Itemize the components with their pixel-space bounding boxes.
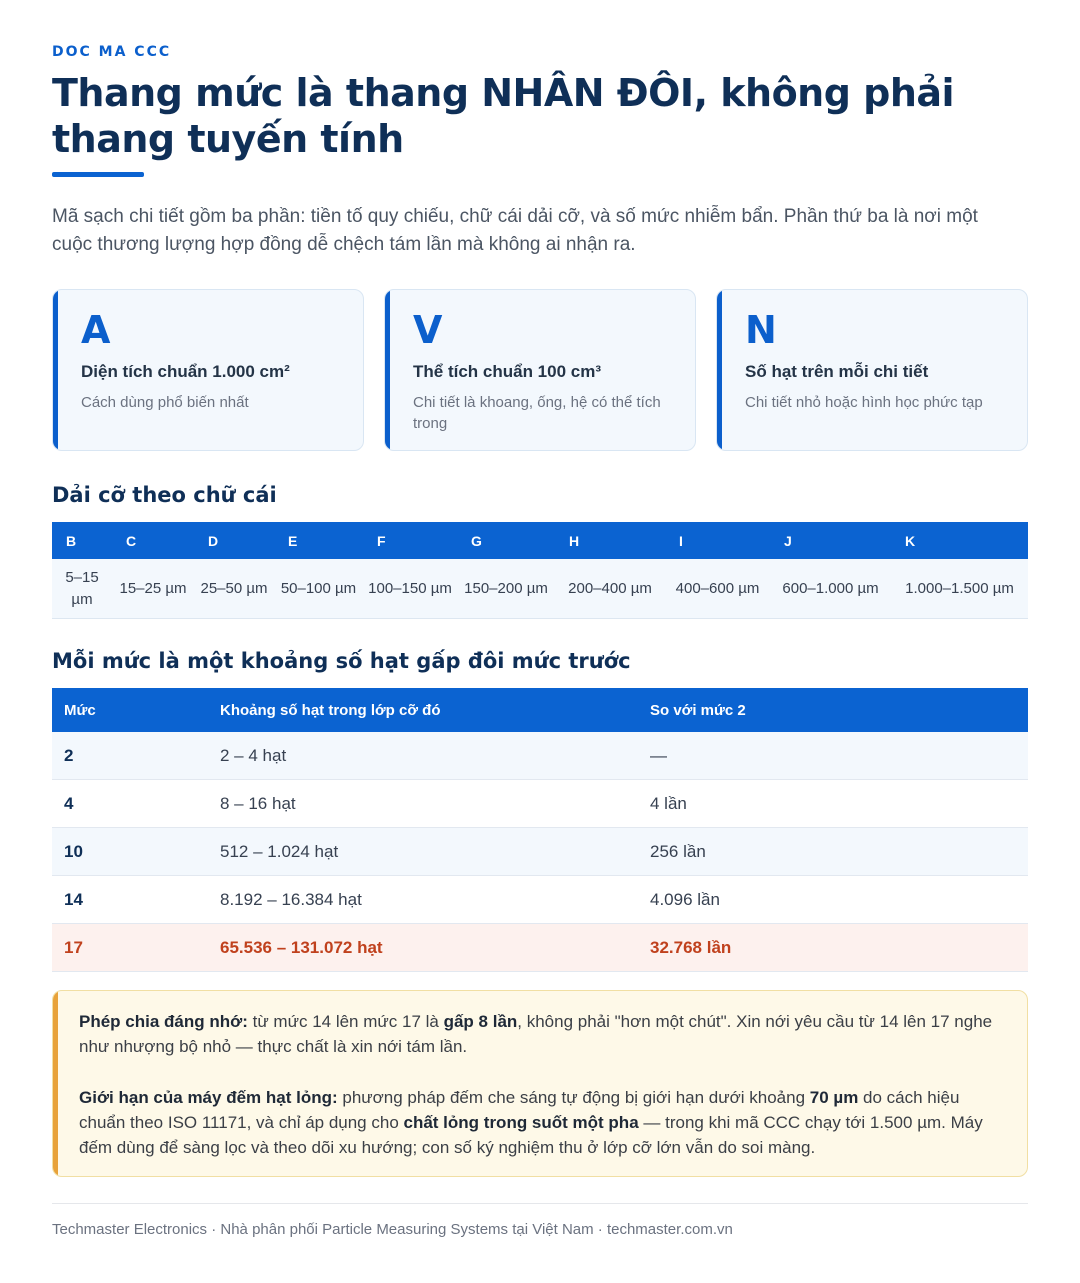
ratio-cell: 32.768 lần [638, 924, 1028, 972]
size-range-g: 150–200 µm [457, 559, 555, 619]
size-header-row [52, 522, 1028, 559]
size-letter-j: J [770, 522, 891, 559]
card-description: Chi tiết nhỏ hoặc hình học phức tạp [745, 394, 983, 411]
footer: Techmaster Electronics · Nhà phân phối Particle Measuring Systems tại Việt Nam · techmaster.com.vn [52, 1203, 1028, 1238]
level-header-row [52, 688, 1028, 732]
note-text: — trong khi mã CCC chạy tới 1.500 µm. Máy đếm dùng để sàng lọc và theo dõi xu hướng; con số ký nghiệm thu ở lớp cỡ lớn vẫn do soi màng. [79, 1113, 983, 1157]
size-range-j: 600–1.000 µm [770, 559, 891, 619]
note-text: , không phải "hơn một chút". Xin nới yêu cầu từ 14 lên 17 nghe như nhượng bộ nhỏ — thực chất là xin nới tám lần. [79, 1012, 993, 1056]
note-emphasis: chất lỏng trong suốt một pha [403, 1113, 639, 1132]
note-paragraph-division [79, 1009, 1003, 1059]
card-description: Chi tiết là khoang, ống, hệ có thể tích trong [413, 394, 661, 432]
note-paragraph-counter-limit [79, 1085, 1003, 1160]
level-cell: 2 [52, 732, 208, 780]
level-cell: 14 [52, 876, 208, 924]
size-range-b: 5–15 µm [52, 559, 112, 619]
size-range-k: 1.000–1.500 µm [891, 559, 1028, 619]
table-row [52, 780, 1028, 828]
range-cell: 2 – 4 hạt [208, 732, 638, 780]
level-cell: 10 [52, 828, 208, 876]
card-letter: V [413, 308, 443, 352]
ratio-cell: 4 lần [638, 780, 1028, 828]
header-ratio: So với mức 2 [638, 688, 1028, 732]
page-title: Thang mức là thang NHÂN ĐÔI, không phải thang tuyến tính [52, 71, 955, 161]
size-letter-d: D [194, 522, 274, 559]
size-letter-c: C [112, 522, 194, 559]
card-area [52, 289, 364, 451]
header-range: Khoảng số hạt trong lớp cỡ đó [208, 688, 638, 732]
card-description: Cách dùng phổ biến nhất [81, 394, 249, 411]
intro-paragraph: Mã sạch chi tiết gồm ba phần: tiền tố quy chiếu, chữ cái dải cỡ, và số mức nhiễm bẩn. Phần thứ ba là nơi một cuộc thương lượng hợp đồng dễ chệch tám lần mà không ai nhận ra. [52, 206, 978, 255]
size-range-d: 25–50 µm [194, 559, 274, 619]
eyebrow: DOC MA CCC [52, 44, 172, 60]
size-letter-f: F [363, 522, 457, 559]
size-band-table [52, 522, 1028, 619]
size-letter-e: E [274, 522, 363, 559]
level-cell: 17 [52, 924, 208, 972]
ratio-cell: 256 lần [638, 828, 1028, 876]
size-letter-k: K [891, 522, 1028, 559]
level-table [52, 688, 1028, 972]
note-emphasis: gấp 8 lần [443, 1012, 518, 1031]
size-range-i: 400–600 µm [665, 559, 770, 619]
range-cell: 65.536 – 131.072 hạt [208, 924, 638, 972]
range-cell: 512 – 1.024 hạt [208, 828, 638, 876]
page [52, 0, 1028, 1238]
range-cell: 8.192 – 16.384 hạt [208, 876, 638, 924]
table-row [52, 828, 1028, 876]
level-section-title: Mỗi mức là một khoảng số hạt gấp đôi mức trước [52, 649, 631, 673]
card-volume [384, 289, 696, 451]
size-letter-g: G [457, 522, 555, 559]
highlighted-row [52, 924, 1028, 972]
table-row [52, 876, 1028, 924]
size-letter-b: B [52, 522, 112, 559]
size-range-row [52, 559, 1028, 619]
header-level: Mức [52, 688, 208, 732]
size-letter-h: H [555, 522, 665, 559]
card-title: Số hạt trên mỗi chi tiết [745, 362, 929, 381]
size-letter-i: I [665, 522, 770, 559]
range-cell: 8 – 16 hạt [208, 780, 638, 828]
note-text: do cách hiệu chuẩn theo ISO 11171, và chỉ áp dụng cho [79, 1088, 960, 1132]
level-cell: 4 [52, 780, 208, 828]
note-label: Giới hạn của máy đếm hạt lỏng: [79, 1088, 338, 1107]
card-number [716, 289, 1028, 451]
ratio-cell: 4.096 lần [638, 876, 1028, 924]
table-row [52, 732, 1028, 780]
title-underline [52, 172, 144, 177]
card-letter: A [81, 308, 111, 352]
size-range-f: 100–150 µm [363, 559, 457, 619]
warning-note [52, 990, 1028, 1177]
size-range-h: 200–400 µm [555, 559, 665, 619]
card-title: Diện tích chuẩn 1.000 cm² [81, 362, 290, 381]
reference-cards [52, 289, 1028, 451]
card-letter: N [745, 308, 777, 352]
note-text: phương pháp đếm che sáng tự động bị giới hạn dưới khoảng [337, 1088, 810, 1107]
size-range-c: 15–25 µm [112, 559, 194, 619]
card-title: Thể tích chuẩn 100 cm³ [413, 362, 601, 381]
note-label: Phép chia đáng nhớ: [79, 1012, 248, 1031]
ratio-cell: — [638, 732, 1028, 780]
note-emphasis: 70 µm [809, 1088, 859, 1107]
size-range-e: 50–100 µm [274, 559, 363, 619]
size-section-title: Dải cỡ theo chữ cái [52, 483, 277, 507]
note-text: từ mức 14 lên mức 17 là [247, 1012, 444, 1031]
